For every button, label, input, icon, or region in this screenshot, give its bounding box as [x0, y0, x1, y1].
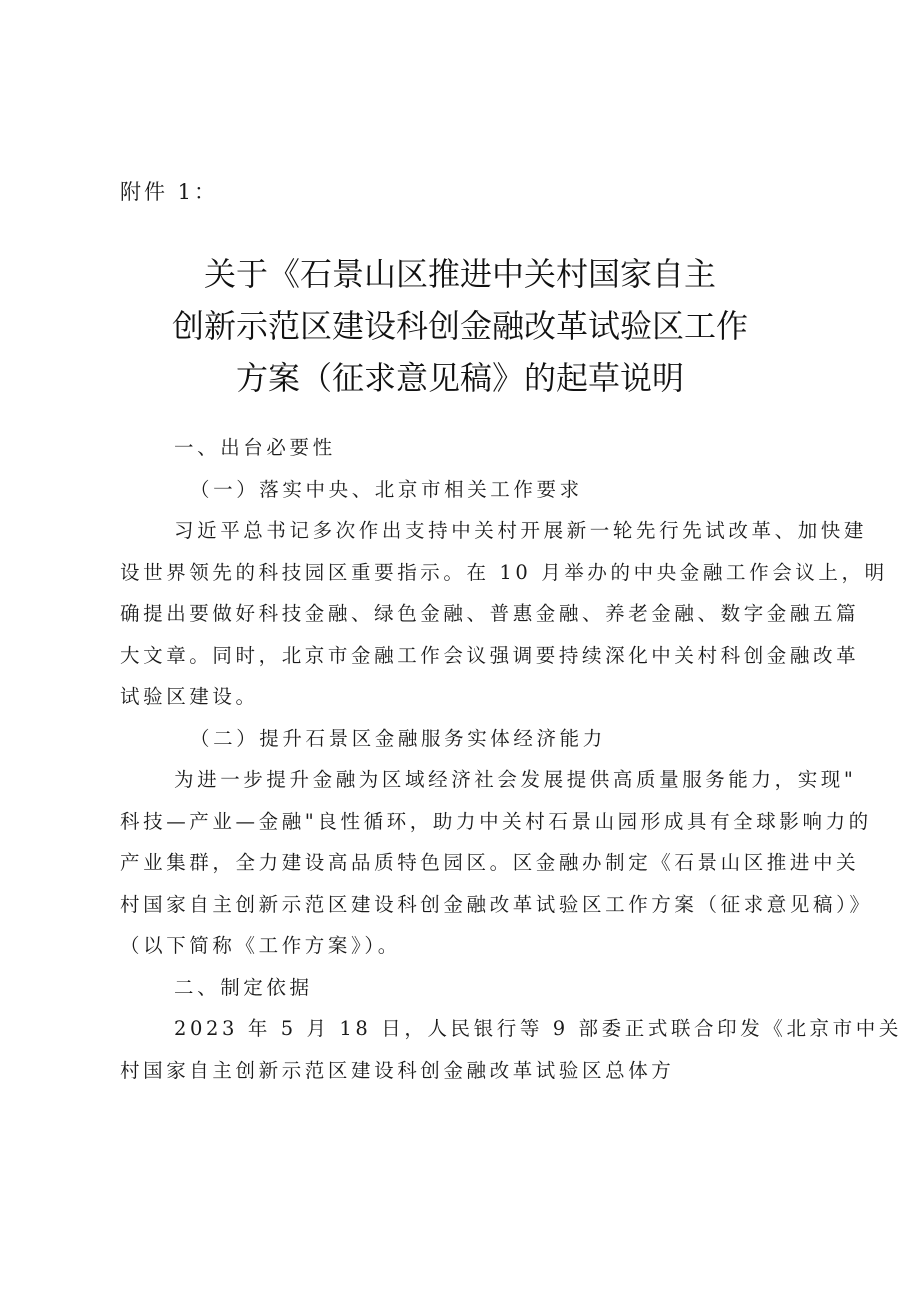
- document-title: [0, 248, 920, 404]
- paragraph-line: 设世界领先的科技园区重要指示。在 10 月举办的中央金融工作会议上，明: [120, 560, 888, 584]
- paragraph-line: 科技—产业—金融"良性循环，助力中关村石景山园形成具有全球影响力的: [120, 809, 872, 833]
- title-line-3: 方案（征求意见稿》的起草说明: [235, 359, 684, 397]
- attachment-label: 附件 1：: [120, 180, 219, 204]
- paragraph-line: 为进一步提升金融为区域经济社会发展提供高质量服务能力，实现": [174, 768, 857, 791]
- paragraph-line: （以下简称《工作方案》）。: [120, 934, 401, 957]
- title-line-2: 创新示范区建设科创金融改革试验区工作: [171, 307, 748, 345]
- paragraph-line: 村国家自主创新示范区建设科创金融改革试验区工作方案（征求意见稿）》: [120, 892, 873, 916]
- title-line-1: 关于《石景山区推进中关村国家自主: [203, 255, 716, 293]
- document-body: [120, 427, 902, 1091]
- paragraph-line: 大文章。同时，北京市金融工作会议强调要持续深化中关村科创金融改革: [120, 643, 860, 667]
- subsection-heading-2: （二）提升石景区金融服务实体经济能力: [190, 726, 606, 750]
- paragraph-line: 试验区建设。: [120, 685, 259, 708]
- section-heading-2: 二、制定依据: [174, 975, 313, 999]
- section-heading-1: 一、出台必要性: [174, 436, 336, 459]
- paragraph-line: 村国家自主创新示范区建设科创金融改革试验区总体方: [120, 1058, 675, 1082]
- paragraph-line: 习近平总书记多次作出支持中关村开展新一轮先行先试改革、加快建: [174, 519, 868, 542]
- subsection-heading-1: （一）落实中央、北京市相关工作要求: [190, 477, 583, 501]
- paragraph-line: 2023 年 5 月 18 日，人民银行等 9 部委正式联合印发《北京市中关: [174, 1017, 902, 1040]
- paragraph-line: 产业集群，全力建设高品质特色园区。区金融办制定《石景山区推进中关: [120, 851, 860, 874]
- paragraph-line: 确提出要做好科技金融、绿色金融、普惠金融、养老金融、数字金融五篇: [120, 602, 860, 625]
